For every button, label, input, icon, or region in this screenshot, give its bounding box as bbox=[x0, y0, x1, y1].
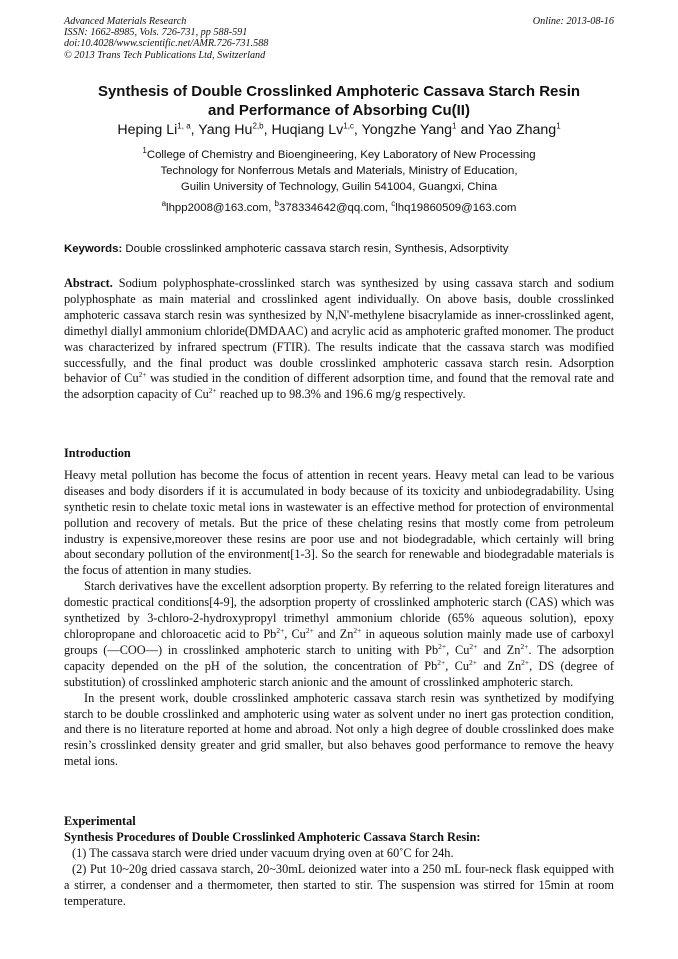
ion-charge: 2+ bbox=[438, 641, 447, 651]
affiliation-line-3: Guilin University of Technology, Guilin 541004, Guangxi, China bbox=[180, 181, 498, 193]
journal-name: Advanced Materials Research bbox=[64, 16, 187, 27]
abstract bbox=[64, 276, 614, 403]
page-header bbox=[64, 16, 614, 61]
ion-charge: 2+ bbox=[437, 657, 446, 667]
abstract-text: Sodium polyphosphate-crosslinked starch was synthesized by using cassava starch and sodium polyphosphate as main material and crosslinked agent individually. On above basis, double crosslinked amphoteric cassava starch resin was synthesized by N,N'-methylene bisacrylamide as inner-crosslinked agent, dimethyl diallyl ammonium chloride(DMDAAC) and acrylic acid as amphoteric grafted monomer. The product was characterized by infrared spectrum (FTIR). The results indicate that the cassava starch was modified successfully, and the final product was double crosslinked amphoteric cassava starch resin. Adsorption behavior of Cu bbox=[64, 276, 615, 386]
paragraph-text: . The adsorption capacity depended on the pH of the solution, the concentration of Pb bbox=[64, 642, 614, 673]
copyright-line: © 2013 Trans Tech Publications Ltd, Switzerland bbox=[64, 49, 266, 61]
abstract-label: Abstract. bbox=[64, 276, 113, 290]
paragraph: Heavy metal pollution has become the focus of attention in recent years. Heavy metal can lead to be various diseases and body disorders if it is accumulated in body because of its toxicity and unbiodegradability. Using synthetic resin to chelate toxic metal ions in wastewater is an effective method for protection of environmental pollution and recovery of metals. But the price of these chelating resins that mostly come from petroleum industry is expensive,moreover these resins are poor use and not biodegradable, which certainly will bring about secondary pollution of the environment[1-3]. So the search for renewable and biodegradable materials is the focus of attention in many studies. bbox=[64, 467, 614, 578]
paragraph-text: and Zn bbox=[477, 658, 522, 673]
ion-charge: 2+ bbox=[305, 625, 314, 635]
ion-charge: 2+ bbox=[520, 641, 529, 651]
title-line-2: and Performance of Absorbing Cu(II) bbox=[208, 102, 470, 119]
experimental-section bbox=[64, 814, 614, 909]
author-name: Heping Li bbox=[117, 122, 178, 138]
paragraph-text: , Cu bbox=[445, 658, 470, 673]
paragraph-text: Starch derivatives have the excellent adsorption property. By referring to the related foreign literatures and domestic practical conditions[4-9], the adsorption property of crosslinked amphoteric starch (CAS) which was synthetized by 3-chloro-2-hydroxypropyl trimethyl ammonium chloride (65% aqueous solution), epoxy chloropropane and chloroacetic acid to Pb bbox=[64, 579, 614, 641]
email-list bbox=[30, 200, 648, 216]
author-separator: , bbox=[263, 122, 272, 138]
ion-charge: 2+ bbox=[521, 657, 530, 667]
ion-charge: 2+ bbox=[469, 641, 478, 651]
ion-charge: 2+ bbox=[138, 370, 147, 380]
author-affil-marker: 1 bbox=[452, 121, 457, 131]
ion-charge: 2+ bbox=[276, 625, 285, 635]
author-separator: , bbox=[353, 122, 362, 138]
affiliation-line-2: Technology for Nonferrous Metals and Materials, Ministry of Education, bbox=[160, 165, 518, 177]
section-heading: Introduction bbox=[64, 446, 131, 460]
author-separator: and bbox=[456, 122, 488, 138]
abstract-text: reached up to 98.3% and 196.6 mg/g respectively. bbox=[216, 387, 466, 402]
doi-line: doi:10.4028/www.scientific.net/AMR.726-731.588 bbox=[64, 38, 269, 50]
section-heading: Experimental bbox=[64, 814, 136, 828]
author-list bbox=[30, 121, 648, 139]
online-date: Online: 2013-08-16 bbox=[532, 16, 614, 27]
procedure-step: (1) The cassava starch were dried under vacuum drying oven at 60˚C for 24h. bbox=[72, 845, 454, 860]
author-name: Yang Hu bbox=[198, 122, 253, 138]
issn-line: ISSN: 1662-8985, Vols. 726-731, pp 588-591 bbox=[64, 27, 248, 39]
email-address[interactable]: 378334642@qq.com bbox=[278, 202, 385, 214]
author-name: Yongzhe Yang bbox=[361, 122, 453, 138]
author-name: Huqiang Lv bbox=[271, 122, 344, 138]
paper-title bbox=[40, 82, 638, 120]
paragraph-text: , Cu bbox=[284, 626, 306, 641]
title-line-1: Synthesis of Double Crosslinked Amphoteric Cassava Starch Resin bbox=[97, 83, 581, 100]
abstract-text: was studied in the condition of different adsorption time, and found that the removal rate and the adsorption capacity of Cu bbox=[64, 371, 614, 402]
author-affil-marker: 2,b bbox=[252, 121, 264, 131]
author-affil-marker: 1,c bbox=[343, 121, 354, 131]
email-separator: , bbox=[384, 202, 392, 214]
ion-charge: 2+ bbox=[353, 625, 362, 635]
ion-charge: 2+ bbox=[469, 657, 477, 667]
affiliation-marker: 1 bbox=[142, 146, 147, 156]
email-address[interactable]: lhpp2008@163.com bbox=[166, 202, 269, 214]
author-separator: , bbox=[190, 122, 199, 138]
email-marker: a bbox=[161, 199, 167, 209]
paragraph-text: and Zn bbox=[477, 642, 521, 657]
keywords-label: Keywords: bbox=[64, 243, 123, 255]
paragraph-text: in aqueous solution mainly made use of carboxyl groups (—COO—) in crosslinked amphoteric starch to uniting with Pb bbox=[64, 626, 614, 657]
paragraph-text: , DS (degree of substitution) of crosslinked amphoteric starch anionic and the amount of crosslinked amphoteric starch. bbox=[64, 658, 614, 689]
paragraph bbox=[64, 579, 614, 690]
paragraph-text: and Zn bbox=[313, 626, 354, 641]
keywords-text: Double crosslinked amphoteric cassava starch resin, Synthesis, Adsorptivity bbox=[125, 243, 509, 255]
email-marker: c bbox=[391, 199, 396, 209]
author-affil-marker: 1, a bbox=[177, 121, 191, 131]
keywords bbox=[64, 242, 614, 257]
ion-charge: 2+ bbox=[208, 386, 217, 396]
email-marker: b bbox=[274, 199, 279, 209]
paragraph-text: , Cu bbox=[446, 642, 470, 657]
paragraph: In the present work, double crosslinked amphoteric cassava starch resin was synthetized by modifying starch to be double crosslinked and amphoteric using water as solvent under no inert gas protection condition, and there is no literature reported at home and abroad. Not only a high degree of double crosslinked does make resin’s crosslinked density greater and grid smaller, but also behaves good performance to remove the heavy metal ions. bbox=[64, 690, 614, 769]
subsection-heading: Synthesis Procedures of Double Crosslinked Amphoteric Cassava Starch Resin: bbox=[64, 829, 481, 844]
affiliation-line-1: College of Chemistry and Bioengineering, Key Laboratory of New Processing bbox=[146, 149, 536, 161]
procedure-step: (2) Put 10~20g dried cassava starch, 20~30mL deionized water into a 250 mL four-neck flask equipped with a stirrer, a condenser and a thermometer, then started to stir. The suspension was stirred for 15min at room temperature. bbox=[64, 861, 614, 908]
affiliation bbox=[30, 147, 648, 195]
introduction-section bbox=[64, 446, 614, 770]
author-name: Yao Zhang bbox=[487, 122, 557, 138]
author-affil-marker: 1 bbox=[556, 121, 561, 131]
email-separator: , bbox=[268, 202, 275, 214]
email-address[interactable]: lhq19860509@163.com bbox=[395, 202, 517, 214]
